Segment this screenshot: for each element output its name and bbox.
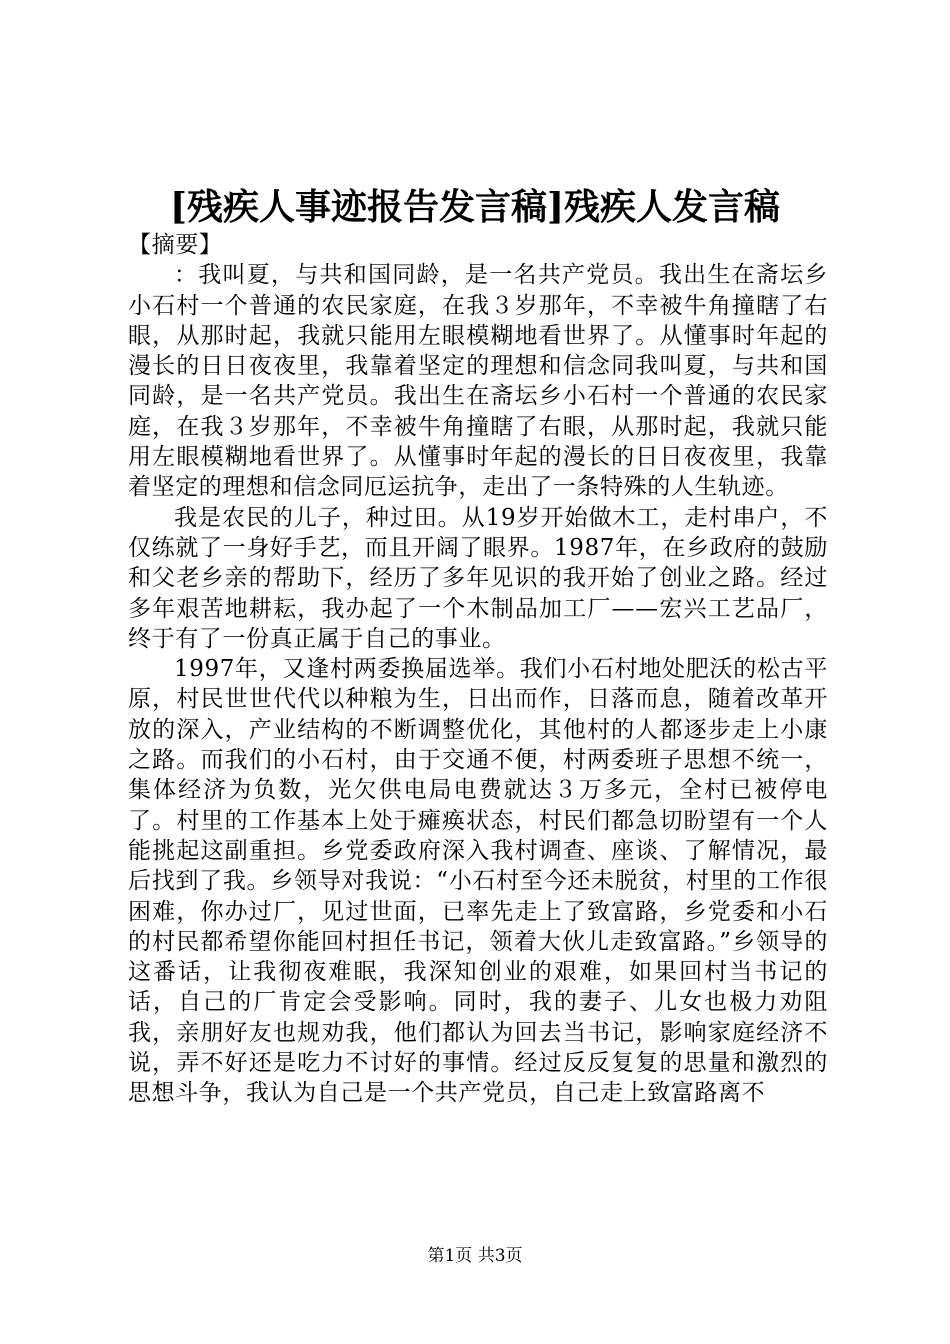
paragraph-3: 1997年，又逢村两委换届选举。我们小石村地处肥沃的松古平原，村民世世代代以种粮为生，日出而作，日落而息，随着改革开放的深入，产业结构的不断调整优化，其他村的人都逐步走上小康之路。而我们的小石村，由于交通不便，村两委班子思想不统一，集体经济为负数，光欠供电局电费就达３万多元，全村已被停电了。村里的工作基本上处于瘫痪状态，村民们都急切盼望有一个人能挑起这副重担。乡党委政府深入我村调查、座谈、了解情况，最后找到了我。乡领导对我说：“小石村至今还未脱贫，村里的工作很困难，你办过厂，见过世面，已率先走上了致富路，乡党委和小石的村民都希望你能回村担任书记，领着大伙儿走致富路。”乡领导的这番话，让我彻夜难眠，我深知创业的艰难，如果回村当书记的话，自己的厂肯定会受影响。同时，我的妻子、儿女也极力劝阻我，亲朋好友也规劝我，他们都认为回去当书记，影响家庭经济不说，弄不好还是吃力不讨好的事情。经过反反复复的思量和激烈的思想斗争，我认为自己是一个共产党员，自己走上致富路离不 (128, 656, 828, 1107)
paragraph-2: 我是农民的儿子，种过田。从19岁开始做木工，走村串户，不仅练就了一身好手艺，而且开阔了眼界。1987年，在乡政府的鼓励和父老乡亲的帮助下，经历了多年见识的我开始了创业之路。经过多年艰苦地耕耘，我办起了一个木制品加工厂——宏兴工艺品厂，终于有了一份真正属于自己的事业。 (128, 504, 828, 652)
document-body (128, 230, 828, 1109)
paragraph-1: ：我叫夏，与共和国同龄，是一名共产党员。我出生在斋坛乡小石村一个普通的农民家庭，在我３岁那年，不幸被牛角撞瞎了右眼，从那时起，我就只能用左眼模糊地看世界了。从懂事时年起的漫长的日日夜夜里，我靠着坚定的理想和信念同我叫夏，与共和国同龄，是一名共产党员。我出生在斋坛乡小石村一个普通的农民家庭，在我３岁那年，不幸被牛角撞瞎了右眼，从那时起，我就只能用左眼模糊地看世界了。从懂事时年起的漫长的日日夜夜里，我靠着坚定的理想和信念同厄运抗争，走出了一条特殊的人生轨迹。 (128, 262, 828, 501)
abstract-label: 【摘要】 (128, 232, 223, 258)
document-title: [残疾人事迹报告发言稿]残疾人发言稿 (169, 186, 781, 228)
page-footer: 第1页 共3页 (427, 1246, 523, 1266)
